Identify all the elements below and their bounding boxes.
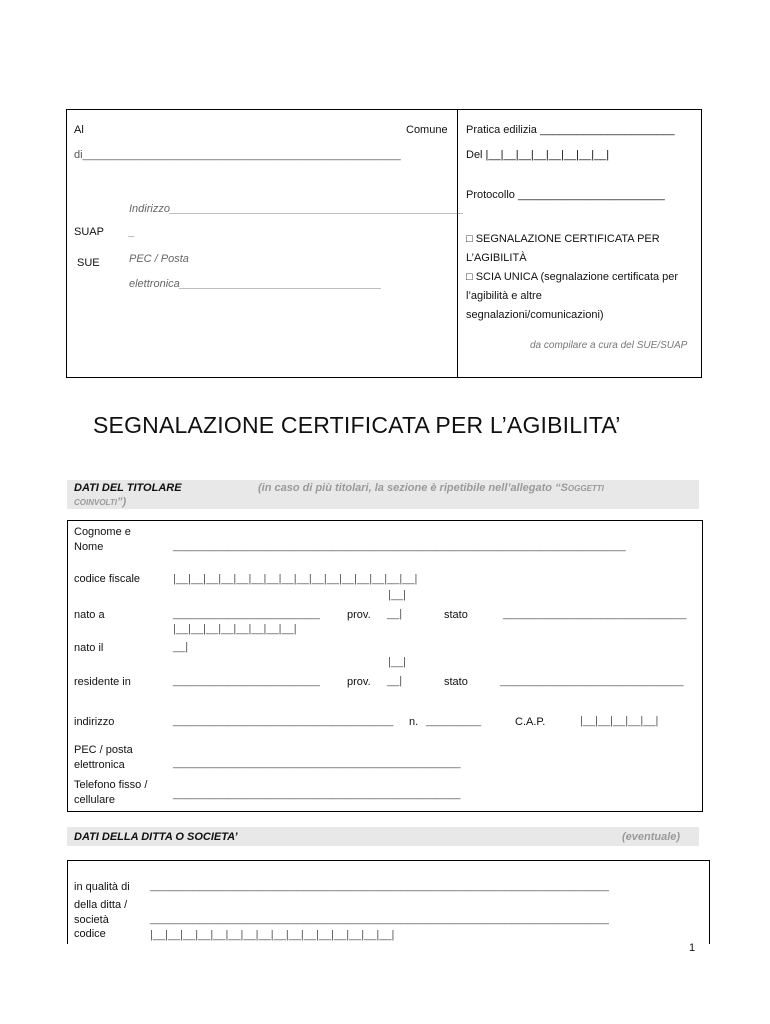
page-title: SEGNALAZIONE CERTIFICATA PER L’AGIBILITA’ (93, 412, 621, 438)
titolare-note-2 (74, 496, 126, 508)
pec-titolare-label-1: PEC / posta (74, 744, 133, 756)
prov-box-a[interactable]: |__| (388, 589, 406, 601)
prov-box-b[interactable]: |__| (388, 656, 406, 668)
codice-label: codice (74, 928, 106, 940)
pec-label: PEC / Posta (129, 253, 189, 265)
cf-input[interactable]: |__|__|__|__|__|__|__|__|__|__|__|__|__|__|__|__| (173, 573, 418, 585)
header-divider (457, 109, 458, 378)
cognome-label-2: Nome (74, 541, 104, 553)
del-field[interactable]: Del |__|__|__|__|__|__|__|__| (466, 149, 610, 161)
prov-input-1[interactable]: __| (387, 608, 403, 620)
option-agibilita[interactable]: □ SEGNALAZIONE CERTIFICATA PER (466, 233, 660, 245)
numero-label: n. (409, 716, 419, 728)
nato-a-input[interactable]: ________________________ (173, 608, 320, 620)
titolare-note (258, 482, 604, 494)
qualita-input[interactable]: ___________________________________________________________________________ (150, 880, 609, 892)
titolare-note-a: (in caso di più titolari, la sezione è ripetibile nell’allegato “S (258, 482, 568, 494)
cap-input[interactable]: |__|__|__|__|__| (580, 715, 659, 727)
pec-field[interactable]: elettronica_________________________________ (129, 278, 382, 290)
cap-label: C.A.P. (515, 716, 546, 728)
page-number: 1 (689, 942, 696, 954)
comune-field[interactable]: di____________________________________________________ (74, 149, 401, 161)
cf-label: codice fiscale (74, 573, 141, 585)
ditta-input[interactable]: ___________________________________________________________________________ (150, 913, 609, 925)
residente-label: residente in (74, 676, 131, 688)
prov-input-2[interactable]: __| (387, 675, 403, 687)
indirizzo-field[interactable]: Indirizzo________________________________________________ (129, 203, 464, 215)
nato-il-box[interactable]: __| (173, 641, 189, 653)
comune-label: Comune (406, 124, 448, 136)
prov-label-2: prov. (347, 676, 371, 688)
pec-titolare-label-2: elettronica (74, 759, 125, 771)
pec-titolare-label (74, 743, 133, 773)
telefono-label-2: cellulare (74, 794, 115, 806)
nato-il-label: nato il (74, 642, 104, 654)
titolare-note-d: ”) (116, 496, 127, 508)
numero-input[interactable]: _________ (426, 715, 482, 727)
ditta-note: (eventuale) (622, 831, 681, 843)
nato-a-label: nato a (74, 609, 105, 621)
codice-input[interactable]: |__|__|__|__|__|__|__|__|__|__|__|__|__|__|__|__| (150, 929, 395, 941)
ditta-label-2: società (74, 914, 109, 926)
option-scia-line2: l’agibilità e altre (466, 290, 542, 302)
stato-input-2[interactable]: ______________________________ (500, 675, 684, 687)
stato-label-1: stato (444, 609, 468, 621)
pec-titolare-input[interactable]: _______________________________________________ (173, 757, 461, 769)
stato-input-1[interactable]: ______________________________ (503, 608, 687, 620)
option-agibilita-line2: L’AGIBILITÀ (466, 252, 527, 264)
telefono-input[interactable]: _______________________________________________ (173, 788, 461, 800)
suap-label: SUAP (74, 226, 104, 238)
option-scia-line3: segnalazioni/comunicazioni) (466, 309, 604, 321)
al-label: Al (74, 124, 84, 136)
option-scia-unica[interactable]: □ SCIA UNICA (segnalazione certificata per (466, 271, 679, 283)
qualita-label: in qualità di (74, 881, 130, 893)
date-boxes[interactable]: |__|__|__|__|__|__|__|__| (173, 623, 297, 635)
indirizzo-input[interactable]: ____________________________________ (173, 715, 394, 727)
sue-label: SUE (77, 257, 100, 269)
pratica-field[interactable]: Pratica edilizia ______________________ (466, 124, 675, 136)
titolare-heading: DATI DEL TITOLARE (74, 482, 182, 494)
indirizzo-label: indirizzo (74, 716, 115, 728)
cognome-label-1: Cognome e (74, 526, 131, 538)
prov-label-1: prov. (347, 609, 371, 621)
suap-dash: _ (129, 226, 136, 238)
stato-label-2: stato (444, 676, 468, 688)
titolare-note-c: COINVOLTI (74, 498, 117, 507)
ditta-label-1: della ditta / (74, 899, 128, 911)
cognome-label (74, 525, 131, 555)
compilare-note: da compilare a cura del SUE/SUAP (530, 340, 688, 351)
residente-input[interactable]: ________________________ (173, 675, 320, 687)
telefono-label-1: Telefono fisso / (74, 779, 148, 791)
cognome-input[interactable]: __________________________________________________________________________ (173, 540, 626, 552)
ditta-heading: DATI DELLA DITTA O SOCIETA’ (74, 831, 238, 843)
titolare-note-b: OGGETTI (567, 484, 604, 493)
telefono-label (74, 778, 147, 808)
ditta-label (74, 898, 127, 928)
protocollo-field[interactable]: Protocollo ________________________ (466, 189, 665, 201)
